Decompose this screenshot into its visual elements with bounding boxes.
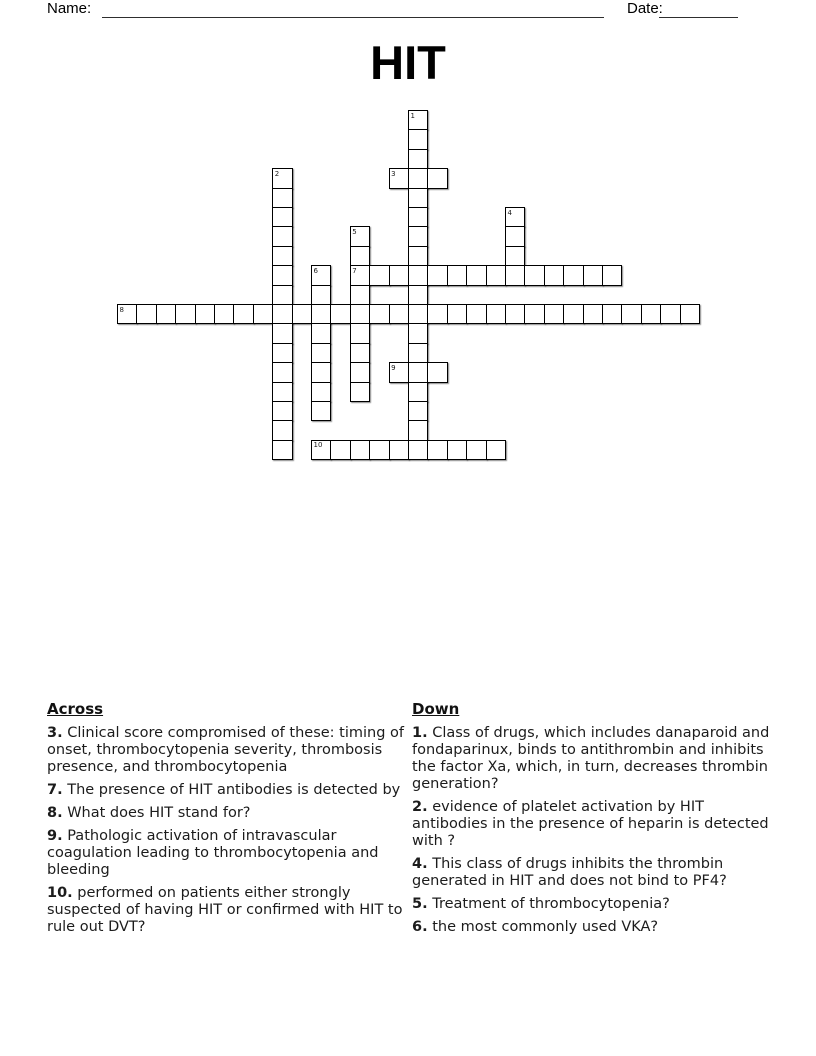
- clue-item: 1. Class of drugs, which includes danaparoid and fondaparinux, binds to antithrombin and inhibits the factor Xa, which, in turn, decreases thrombin generation?: [412, 725, 770, 792]
- crossword-cell[interactable]: [408, 401, 428, 421]
- crossword-cell[interactable]: [330, 440, 350, 460]
- clue-number: 3.: [47, 725, 63, 741]
- crossword-cell[interactable]: [427, 304, 447, 324]
- crossword-cell[interactable]: [350, 362, 370, 382]
- crossword-cell[interactable]: [136, 304, 156, 324]
- cell-number: 2: [274, 169, 280, 178]
- crossword-cell[interactable]: [389, 362, 409, 382]
- crossword-cell[interactable]: [311, 265, 331, 285]
- crossword-cell[interactable]: [505, 226, 525, 246]
- crossword-cell[interactable]: [272, 440, 292, 460]
- clue-item: 8. What does HIT stand for?: [47, 805, 251, 821]
- crossword-cell[interactable]: [350, 246, 370, 266]
- cell-number: 8: [119, 305, 124, 314]
- name-blank-line[interactable]: [102, 0, 604, 18]
- crossword-cell[interactable]: [272, 207, 292, 227]
- crossword-cell[interactable]: [641, 304, 661, 324]
- crossword-cell[interactable]: [427, 440, 447, 460]
- crossword-cell[interactable]: [660, 304, 680, 324]
- crossword-cell[interactable]: [350, 343, 370, 363]
- crossword-cell[interactable]: [466, 265, 486, 285]
- clue-item: 6. the most commonly used VKA?: [412, 919, 659, 935]
- crossword-cell[interactable]: [505, 207, 525, 227]
- clue-number: 6.: [412, 919, 428, 935]
- crossword-cell[interactable]: [350, 323, 370, 343]
- crossword-cell[interactable]: [272, 304, 292, 324]
- across-clues-section: [47, 701, 406, 942]
- clue-number: 10.: [47, 885, 73, 901]
- crossword-cell[interactable]: [621, 304, 641, 324]
- crossword-cell[interactable]: [369, 265, 389, 285]
- crossword-cell[interactable]: [214, 304, 234, 324]
- clue-number: 8.: [47, 805, 63, 821]
- crossword-cell[interactable]: [311, 304, 331, 324]
- crossword-cell[interactable]: [117, 304, 137, 324]
- crossword-cell[interactable]: [272, 420, 292, 440]
- name-label: Name:: [47, 0, 92, 17]
- crossword-cell[interactable]: [272, 382, 292, 402]
- crossword-cell[interactable]: [272, 246, 292, 266]
- cell-number: 7: [352, 266, 357, 275]
- crossword-cell[interactable]: [311, 382, 331, 402]
- crossword-cell[interactable]: [408, 207, 428, 227]
- clue-item: 7. The presence of HIT antibodies is detected by: [47, 782, 401, 798]
- crossword-cell[interactable]: [156, 304, 176, 324]
- crossword-cell[interactable]: [389, 168, 409, 188]
- crossword-cell[interactable]: [350, 440, 370, 460]
- crossword-cell[interactable]: [389, 440, 409, 460]
- crossword-cell[interactable]: [486, 440, 506, 460]
- crossword-cell[interactable]: [408, 226, 428, 246]
- crossword-cell[interactable]: [486, 304, 506, 324]
- crossword-cell[interactable]: [544, 304, 564, 324]
- clue-number: 1.: [412, 725, 428, 741]
- crossword-cell[interactable]: [272, 188, 292, 208]
- clue-number: 7.: [47, 782, 63, 798]
- crossword-cell[interactable]: [408, 420, 428, 440]
- crossword-cell[interactable]: [427, 362, 447, 382]
- date-blank-line[interactable]: [659, 0, 738, 18]
- crossword-cell[interactable]: [311, 440, 331, 460]
- crossword-cell[interactable]: [272, 265, 292, 285]
- date-label: Date:: [627, 0, 663, 17]
- clue-number: 5.: [412, 896, 428, 912]
- crossword-cell[interactable]: [175, 304, 195, 324]
- crossword-cell[interactable]: [233, 304, 253, 324]
- crossword-cell[interactable]: [447, 265, 467, 285]
- crossword-cell[interactable]: [311, 401, 331, 421]
- cell-number: 9: [391, 363, 396, 372]
- crossword-cell[interactable]: [408, 382, 428, 402]
- cell-number: 3: [391, 169, 396, 178]
- crossword-cell[interactable]: [408, 246, 428, 266]
- crossword-cell[interactable]: [350, 285, 370, 305]
- crossword-cell[interactable]: [389, 265, 409, 285]
- cell-number: 6: [313, 266, 318, 275]
- crossword-cell[interactable]: [505, 265, 525, 285]
- across-clue-list: [47, 725, 406, 936]
- crossword-cell[interactable]: [408, 149, 428, 169]
- clue-item: 3. Clinical score compromised of these: timing of onset, thrombocytopenia severity, thrombosis presence, and thrombocytopenia: [47, 725, 405, 775]
- crossword-cell[interactable]: [389, 304, 409, 324]
- crossword-cell[interactable]: [369, 304, 389, 324]
- crossword-cell[interactable]: [369, 440, 389, 460]
- clue-item: 4. This class of drugs inhibits the thrombin generated in HIT and does not bind to PF4?: [412, 856, 727, 889]
- crossword-cell[interactable]: [408, 440, 428, 460]
- crossword-cell[interactable]: [583, 265, 603, 285]
- crossword-cell[interactable]: [272, 343, 292, 363]
- crossword-cell[interactable]: [311, 343, 331, 363]
- crossword-cell[interactable]: [272, 226, 292, 246]
- crossword-cell[interactable]: [408, 188, 428, 208]
- crossword-cell[interactable]: [408, 362, 428, 382]
- clue-item: 9. Pathologic activation of intravascular coagulation leading to thrombocytopenia and bleeding: [47, 828, 379, 878]
- crossword-cell[interactable]: [272, 168, 292, 188]
- crossword-cell[interactable]: [350, 304, 370, 324]
- clue-number: 9.: [47, 828, 63, 844]
- crossword-cell[interactable]: [408, 323, 428, 343]
- clue-number: 4.: [412, 856, 428, 872]
- clue-item: 2. evidence of platelet activation by HIT antibodies in the presence of heparin is detected with ?: [412, 799, 769, 849]
- crossword-cell[interactable]: [408, 168, 428, 188]
- crossword-cell[interactable]: [544, 265, 564, 285]
- crossword-cell[interactable]: [466, 440, 486, 460]
- puzzle-title: HIT: [370, 36, 446, 89]
- crossword-cell[interactable]: [292, 304, 312, 324]
- crossword-cell[interactable]: [350, 226, 370, 246]
- crossword-cell[interactable]: [602, 304, 622, 324]
- crossword-cell[interactable]: [408, 265, 428, 285]
- crossword-cell[interactable]: [524, 265, 544, 285]
- crossword-cell[interactable]: [524, 304, 544, 324]
- crossword-cell[interactable]: [272, 401, 292, 421]
- crossword-cell[interactable]: [272, 323, 292, 343]
- down-clue-list: [412, 725, 778, 936]
- crossword-cell[interactable]: [272, 362, 292, 382]
- cell-number: 10: [313, 441, 323, 450]
- crossword-cell[interactable]: [330, 304, 350, 324]
- crossword-cell[interactable]: [505, 246, 525, 266]
- crossword-cell[interactable]: [408, 129, 428, 149]
- crossword-cell[interactable]: [563, 304, 583, 324]
- down-heading: Down: [412, 700, 460, 718]
- crossword-cell[interactable]: [486, 265, 506, 285]
- clue-item: 10. performed on patients either strongly suspected of having HIT or confirmed with HIT to rule out DVT?: [47, 885, 403, 935]
- crossword-cell[interactable]: [408, 110, 428, 130]
- cell-number: 1: [410, 111, 415, 120]
- crossword-cell[interactable]: [350, 382, 370, 402]
- crossword-cell[interactable]: [602, 265, 622, 285]
- clue-number: 2.: [412, 799, 428, 815]
- crossword-cell[interactable]: [195, 304, 215, 324]
- crossword-cell[interactable]: [311, 323, 331, 343]
- down-clues-section: [412, 701, 778, 942]
- cell-number: 4: [507, 208, 512, 217]
- crossword-cell[interactable]: [466, 304, 486, 324]
- crossword-cell[interactable]: [505, 304, 525, 324]
- crossword-cell[interactable]: [447, 304, 467, 324]
- crossword-cell[interactable]: [680, 304, 700, 324]
- crossword-cell[interactable]: [408, 304, 428, 324]
- cell-number: 5: [352, 227, 357, 236]
- crossword-cell[interactable]: [350, 265, 370, 285]
- clue-item: 5. Treatment of thrombocytopenia?: [412, 896, 670, 912]
- crossword-cell[interactable]: [311, 362, 331, 382]
- crossword-cell[interactable]: [563, 265, 583, 285]
- crossword-cell[interactable]: [583, 304, 603, 324]
- crossword-cell[interactable]: [272, 285, 292, 305]
- crossword-cell[interactable]: [253, 304, 273, 324]
- crossword-cell[interactable]: [311, 285, 331, 305]
- crossword-cell[interactable]: [447, 440, 467, 460]
- crossword-cell[interactable]: [427, 168, 447, 188]
- across-heading: Across: [47, 700, 104, 718]
- crossword-cell[interactable]: [408, 343, 428, 363]
- crossword-cell[interactable]: [427, 265, 447, 285]
- crossword-cell[interactable]: [408, 285, 428, 305]
